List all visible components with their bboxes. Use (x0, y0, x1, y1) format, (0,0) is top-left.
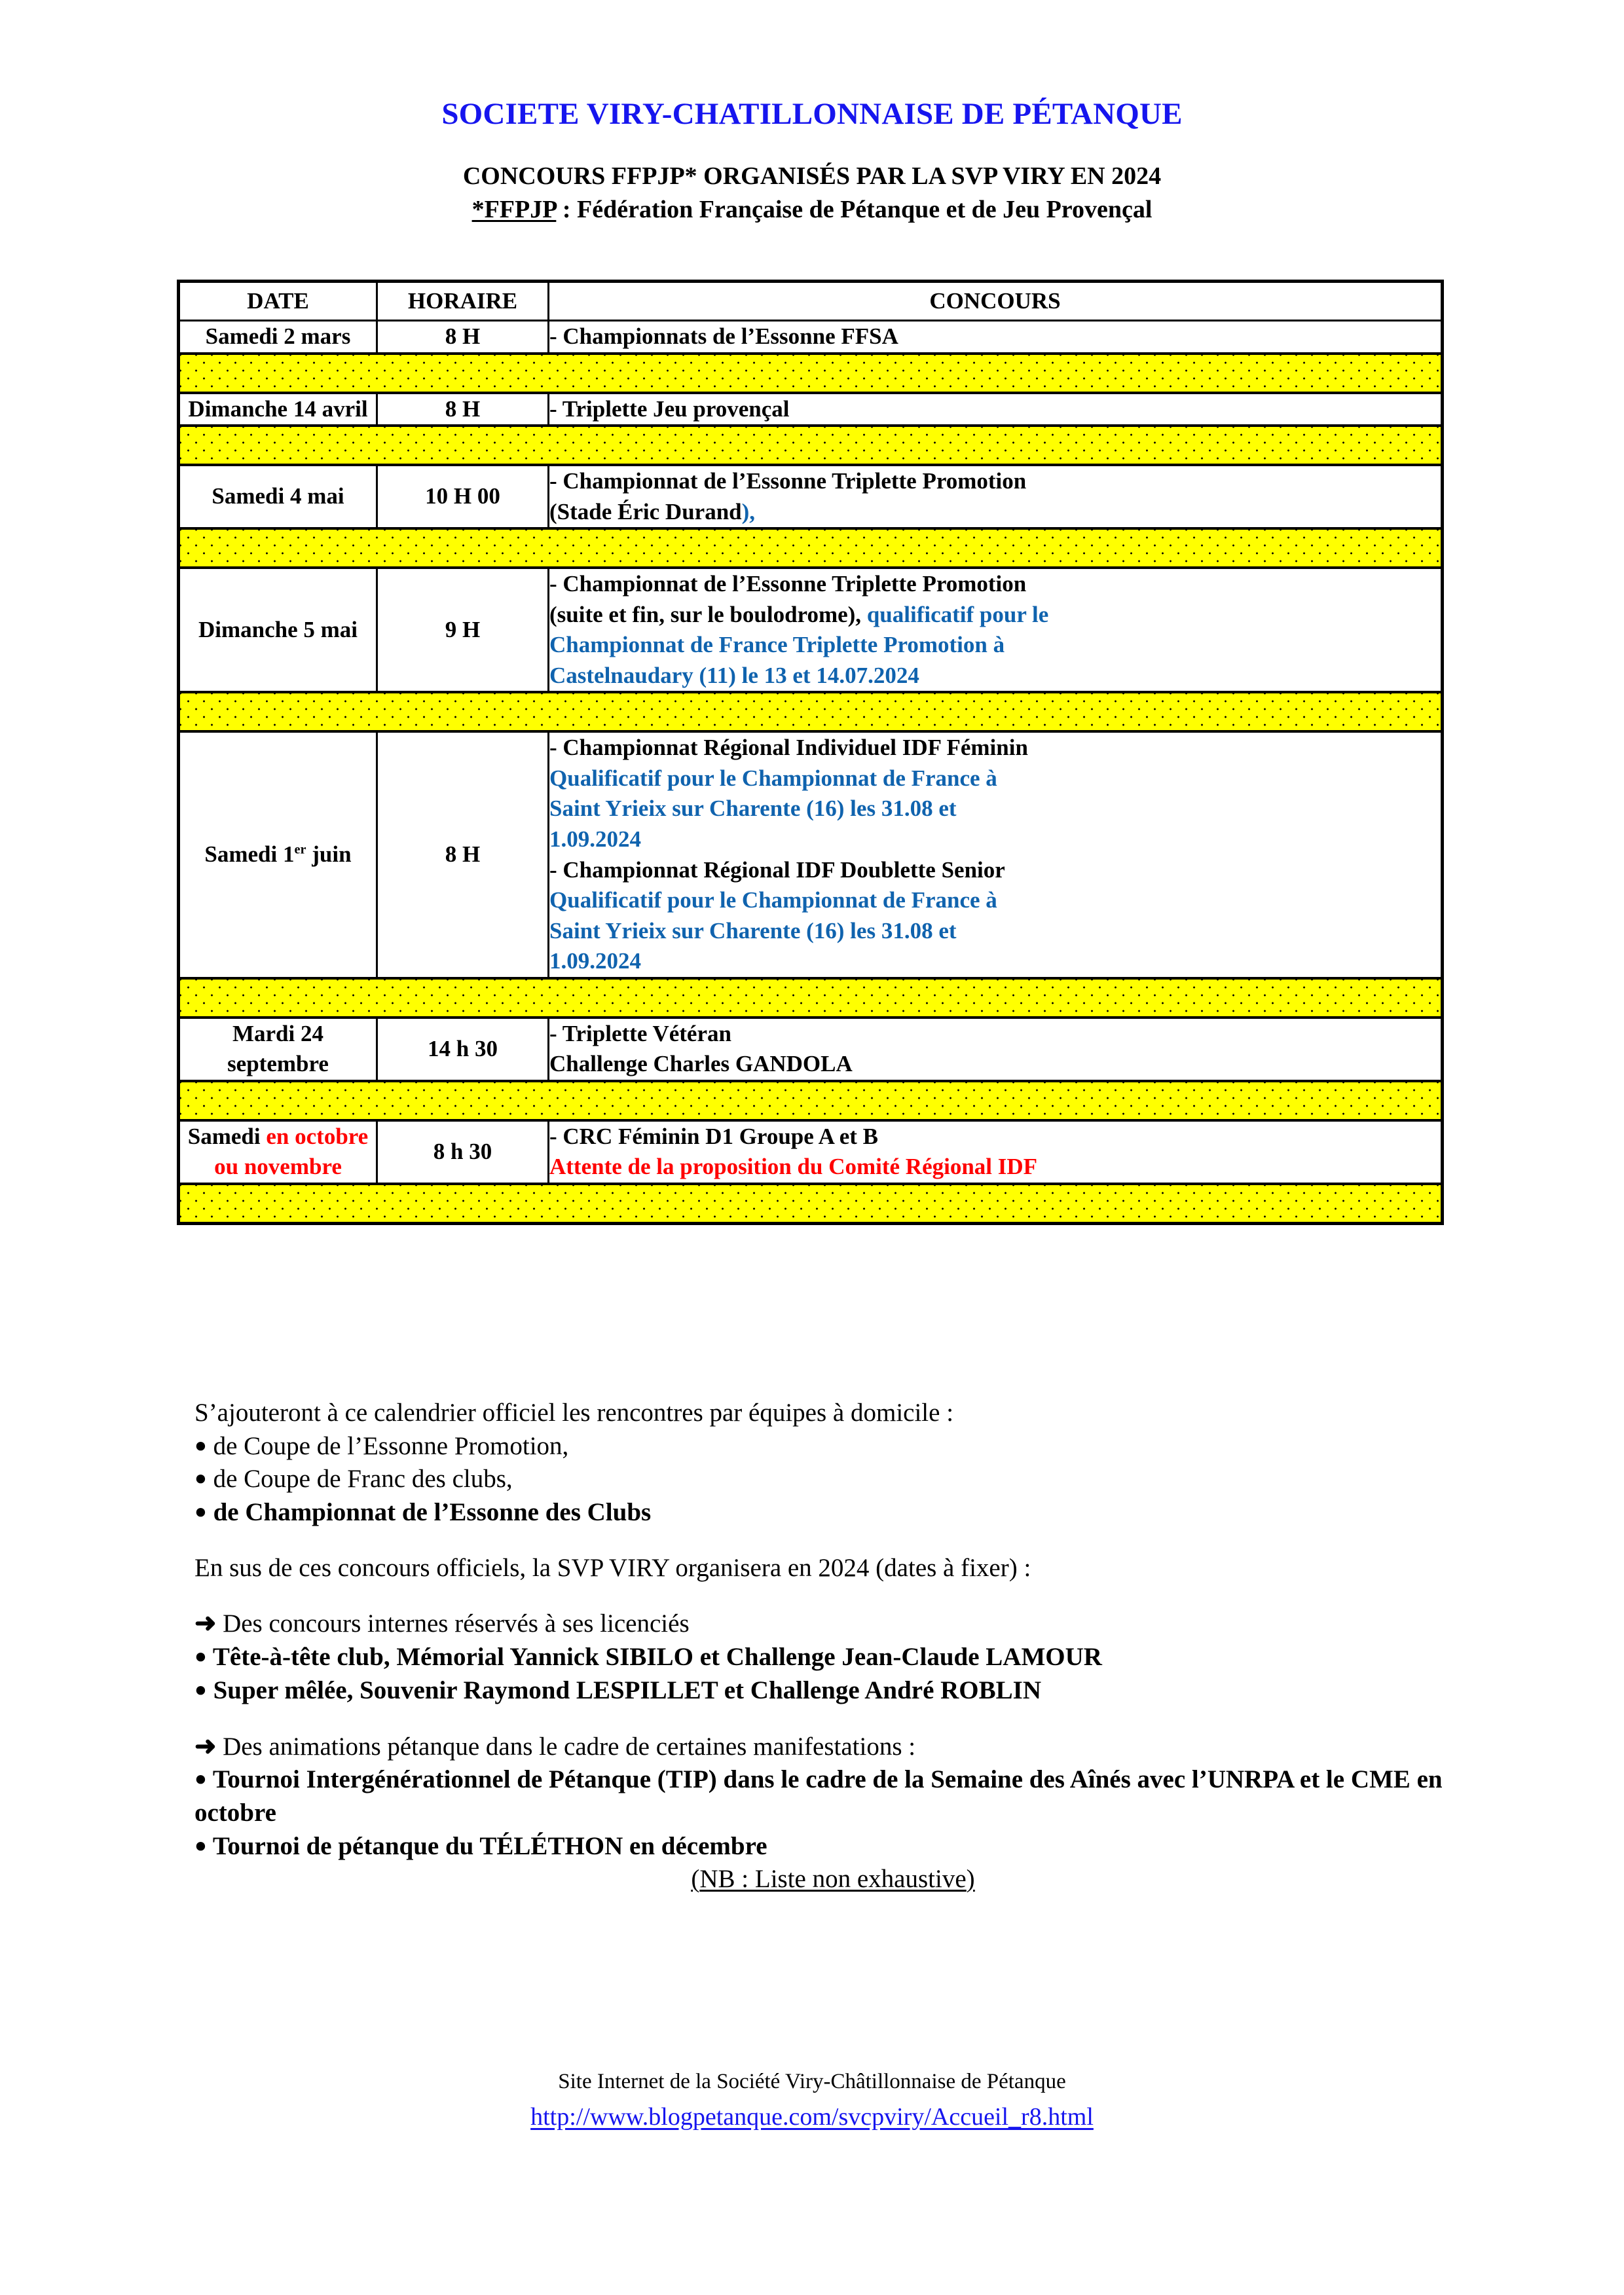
table-spacer-row (179, 354, 1443, 393)
cell-time: 9 H (377, 568, 549, 692)
cell-event (549, 1018, 1443, 1081)
list-item (194, 1641, 1471, 1674)
internal-contests-list (194, 1641, 1471, 1707)
cell-event (549, 731, 1443, 978)
event-text: Saint Yrieix sur Charente (16) les 31.08 et (549, 917, 957, 944)
list-item-label: Super mêlée, Souvenir Raymond LESPILLET et Challenge André ROBLIN (206, 1676, 1042, 1704)
table-spacer-cell (179, 978, 1443, 1018)
ffpjp-abbr: *FFPJP (471, 196, 557, 224)
event-text: - Triplette Jeu provençal (549, 395, 790, 422)
bullet-icon: ● (194, 1433, 207, 1456)
intro-paragraph-2: En sus de ces concours officiels, la SVP VIRY organisera en 2024 (dates à fixer) : (194, 1553, 1031, 1582)
event-text: - Championnat de l’Essonne Triplette Promotion (549, 468, 1027, 494)
nb-note-label: NB : Liste non exhaustive (699, 1865, 967, 1894)
page-subtitle-2 (0, 191, 1624, 225)
cell-event (549, 568, 1443, 692)
cell-date: Samedi 4 mai (179, 465, 377, 528)
list-item (194, 1674, 1471, 1708)
event-text: Saint Yrieix sur Charente (16) les 31.08 et (549, 796, 957, 822)
calendar-table-wrapper (177, 280, 1441, 1225)
event-text: ), (741, 498, 756, 524)
event-text: - Championnat Régional Individuel IDF Féminin (549, 735, 1028, 761)
footer-url-text: http://www.blogpetanque.com/svcpviry/Accueil_r8.html (530, 2102, 1094, 2131)
cell-event (549, 465, 1443, 528)
bullet-icon: ● (194, 1678, 207, 1701)
page-subtitle-1: CONCOURS FFPJP* ORGANISÉS PAR LA SVP VIRY EN 2024 (462, 162, 1162, 190)
table-spacer-row (179, 528, 1443, 568)
ffpjp-expansion: : Fédération Française de Pétanque et de Jeu Provençal (556, 196, 1153, 224)
event-line (549, 916, 1441, 947)
event-line (549, 630, 1441, 661)
event-text: Qualificatif pour le Championnat de France à (549, 887, 997, 913)
event-line (549, 1019, 1441, 1050)
nb-note-text (691, 1865, 974, 1893)
list-item (194, 1496, 1471, 1530)
event-line (549, 855, 1441, 886)
list-item-label: de Coupe de Franc des clubs, (206, 1465, 513, 1494)
event-line (549, 321, 1441, 352)
page-title: SOCIETE VIRY-CHATILLONNAISE DE PÉTANQUE (441, 97, 1183, 131)
body-text (194, 1397, 1471, 1896)
nb-open-paren: ( (691, 1865, 700, 1894)
bullet-icon: ● (194, 1499, 207, 1523)
bullet-icon: ● (194, 1833, 207, 1856)
date-prefix: Samedi (187, 1123, 267, 1149)
table-spacer-cell (179, 354, 1443, 393)
list-item-label: Tête-à-tête club, Mémorial Yannick SIBILO et Challenge Jean-Claude LAMOUR (206, 1643, 1102, 1672)
bullet-icon: ● (194, 1644, 207, 1668)
table-spacer-row (179, 978, 1443, 1018)
list-item-label: Tournoi de pétanque du TÉLÉTHON en décembre (206, 1831, 767, 1860)
table-spacer-cell (179, 1081, 1443, 1120)
calendar-table (177, 280, 1444, 1225)
event-line (549, 394, 1441, 425)
table-spacer-row (179, 692, 1443, 731)
event-text: - Triplette Vétéran (549, 1020, 731, 1046)
event-line (549, 600, 1441, 631)
list-item-label: de Championnat de l’Essonne des Clubs (206, 1498, 652, 1527)
list-item-label: Tournoi Intergénérationnel de Pétanque (TIP) dans le cadre de la Semaine des Aînés avec l’UNRPA et le CME en octobre (194, 1765, 1443, 1827)
event-line (549, 733, 1441, 763)
list-item (194, 1463, 1471, 1496)
table-row (179, 393, 1443, 426)
nb-note (194, 1863, 1471, 1896)
event-text: (suite et fin, sur le boulodrome), (549, 601, 867, 627)
event-line (549, 1152, 1441, 1183)
event-text: - Championnat de l’Essonne Triplette Promotion (549, 571, 1027, 597)
bullet-icon: ● (194, 1767, 207, 1790)
table-spacer-cell (179, 1184, 1443, 1224)
cell-date: Dimanche 5 mai (179, 568, 377, 692)
cell-time: 8 h 30 (377, 1120, 549, 1184)
event-text: - CRC Féminin D1 Groupe A et B (549, 1123, 878, 1149)
event-text: (Stade Éric Durand (549, 498, 742, 524)
event-text: Challenge Charles GANDOLA (549, 1051, 853, 1077)
table-spacer-row (179, 1184, 1443, 1224)
event-line (549, 569, 1441, 600)
table-spacer-cell (179, 528, 1443, 568)
event-text: 1.09.2024 (549, 948, 641, 974)
event-line (549, 794, 1441, 824)
nb-close-paren: ) (966, 1865, 975, 1894)
cell-date: Mardi 24 septembre (179, 1018, 377, 1081)
section-2-heading-label: Des animations pétanque dans le cadre de certaines manifestations : (223, 1732, 916, 1761)
list-item (194, 1763, 1471, 1829)
column-header-date: DATE (179, 282, 377, 321)
date-prefix: Samedi 1 (204, 841, 295, 868)
event-line (549, 946, 1441, 977)
cell-date: Dimanche 14 avril (179, 393, 377, 426)
arrow-icon: ➜ (194, 1731, 217, 1761)
event-line (549, 466, 1441, 497)
footer-site-label: Site Internet de la Société Viry-Châtillonnaise de Pétanque (558, 2070, 1066, 2093)
table-row (179, 1018, 1443, 1081)
date-suffix: juin (306, 841, 352, 868)
section-2-heading (194, 1730, 1471, 1764)
cell-time: 10 H 00 (377, 465, 549, 528)
table-row (179, 568, 1443, 692)
document-header (0, 0, 1624, 225)
event-line (549, 763, 1441, 794)
column-header-concours: CONCOURS (549, 282, 1443, 321)
cell-date (179, 731, 377, 978)
cell-time: 14 h 30 (377, 1018, 549, 1081)
date-highlight: en octobre ou novembre (214, 1123, 369, 1180)
cell-date: Samedi 2 mars (179, 321, 377, 354)
animations-list (194, 1763, 1471, 1863)
list-item (194, 1430, 1471, 1463)
event-text: qualificatif pour le (866, 601, 1049, 627)
event-text: Attente de la proposition du Comité Régional IDF (549, 1154, 1038, 1180)
date-ordinal-suffix: er (294, 842, 306, 857)
event-text: - Championnat Régional IDF Doublette Senior (549, 856, 1005, 883)
spacer-3 (194, 1708, 1471, 1730)
footer-url-link[interactable] (0, 2101, 1624, 2134)
table-spacer-cell (179, 692, 1443, 731)
table-row (179, 731, 1443, 978)
cell-event (549, 393, 1443, 426)
intro-paragraph-1: S’ajouteront à ce calendrier officiel les rencontres par équipes à domicile : (194, 1399, 954, 1427)
cell-time: 8 H (377, 731, 549, 978)
cell-date (179, 1120, 377, 1184)
list-item (194, 1830, 1471, 1864)
cell-event (549, 1120, 1443, 1184)
event-line (549, 885, 1441, 916)
cell-event (549, 321, 1443, 354)
cell-time: 8 H (377, 393, 549, 426)
event-text: Championnat de France Triplette Promotion à (549, 632, 1005, 658)
event-text: Qualificatif pour le Championnat de France à (549, 765, 997, 791)
table-spacer-row (179, 426, 1443, 465)
bullet-icon: ● (194, 1466, 207, 1490)
table-header-row (179, 282, 1443, 321)
event-line (549, 497, 1441, 528)
event-line (549, 1049, 1441, 1080)
event-text: Castelnaudary (11) le 13 et 14.07.2024 (549, 662, 919, 688)
arrow-icon: ➜ (194, 1609, 217, 1638)
document-footer (0, 2067, 1624, 2134)
column-header-horaire: HORAIRE (377, 282, 549, 321)
list-item-label: de Coupe de l’Essonne Promotion, (206, 1431, 569, 1460)
spacer-2 (194, 1585, 1471, 1607)
cell-time: 8 H (377, 321, 549, 354)
table-row (179, 321, 1443, 354)
event-line (549, 824, 1441, 855)
event-line (549, 1122, 1441, 1152)
table-spacer-cell (179, 426, 1443, 465)
section-1-heading (194, 1607, 1471, 1641)
event-line (549, 661, 1441, 691)
spacer-1 (194, 1530, 1471, 1552)
table-row (179, 465, 1443, 528)
table-spacer-row (179, 1081, 1443, 1120)
home-matches-list (194, 1430, 1471, 1530)
table-row (179, 1120, 1443, 1184)
section-1-heading-label: Des concours internes réservés à ses licenciés (223, 1609, 690, 1638)
event-text: - Championnats de l’Essonne FFSA (549, 323, 898, 349)
event-text: 1.09.2024 (549, 826, 641, 853)
